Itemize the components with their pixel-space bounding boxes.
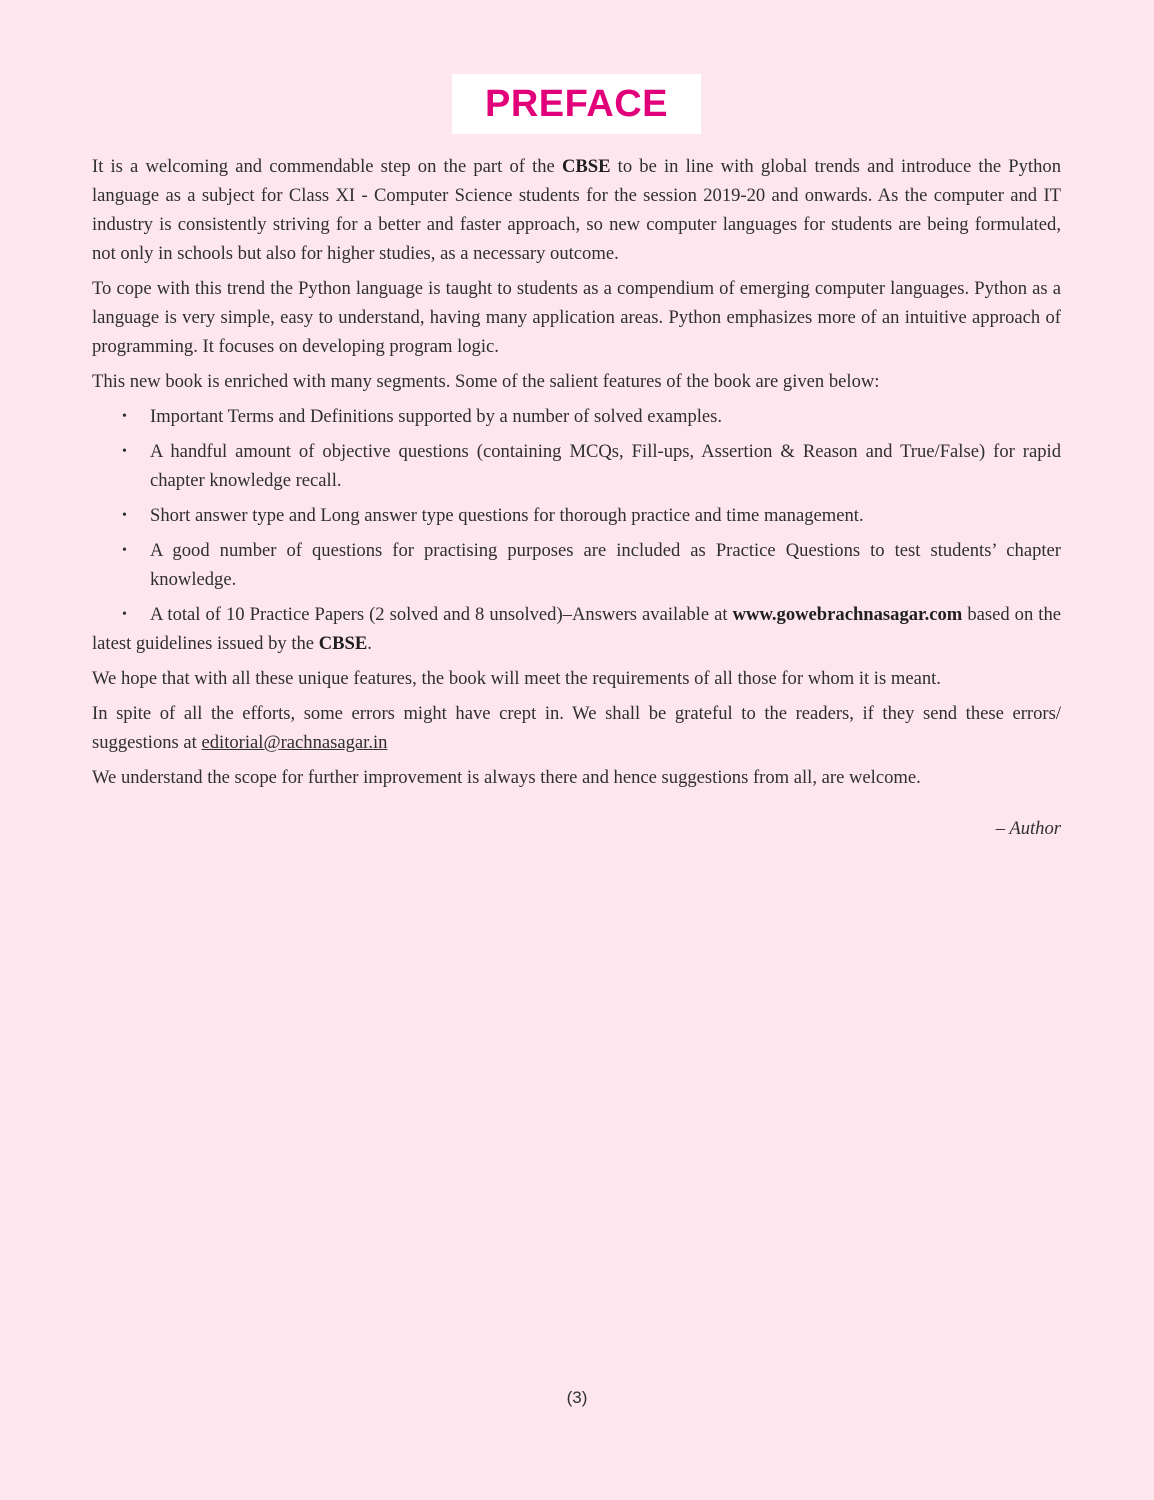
practice-papers-text: A total of 10 Practice Papers (2 solved and 8 unsolved)–Answers available at	[150, 604, 733, 625]
intro-text-start: It is a welcoming and commendable step on the part of the	[92, 156, 562, 177]
cbse-bold: CBSE	[561, 156, 611, 177]
feature-text: A handful amount of objective questions (containing MCQs, Fill-ups, Assertion & Reason and True/False) for rapid chapter knowledge recall.	[150, 441, 1061, 491]
preface-body	[92, 152, 1061, 843]
period-text: .	[367, 633, 372, 654]
paragraph-improvement: We understand the scope for further improvement is always there and hence suggestions from all, are welcome.	[92, 767, 921, 788]
list-item	[92, 501, 1061, 530]
title-box	[452, 74, 701, 134]
paragraph-trend: To cope with this trend the Python language is taught to students as a compendium of emerging computer languages. Python as a language is very simple, easy to understand, having many application areas. Python emphasizes more of an intuitive approach of programming. It focuses on developing program logic.	[92, 278, 1061, 357]
feature-text: Important Terms and Definitions supported by a number of solved examples.	[150, 406, 723, 427]
list-item	[92, 437, 1061, 495]
feature-text: Short answer type and Long answer type questions for thorough practice and time management.	[150, 505, 864, 526]
author-signature: – Author	[995, 818, 1061, 839]
list-item	[92, 402, 1061, 431]
paragraph-intro	[92, 152, 1061, 268]
bullet-icon: •	[122, 409, 127, 424]
website-link[interactable]: www.gowebrachnasagar.com	[732, 604, 963, 625]
list-item	[92, 600, 1061, 658]
cbse-bold: CBSE	[318, 633, 368, 654]
page-title: PREFACE	[485, 83, 668, 125]
paragraph-features-intro: This new book is enriched with many segments. Some of the salient features of the book are given below:	[92, 371, 880, 392]
page-number: (3)	[566, 1388, 588, 1407]
guidelines-text: based on the latest guidelines issued by the	[92, 604, 1061, 654]
bullet-icon: •	[122, 508, 127, 523]
intro-text-end: to be in line with global trends and introduce the Python language as a subject for Class XI - Computer Science students for the session 2019-20 and onwards. As the computer and IT industry is consistently striving for a better and faster approach, so new computer languages for students are being formulated, not only in schools but also for higher studies, as a necessary outcome.	[92, 156, 1061, 264]
bullet-icon: •	[122, 607, 127, 622]
list-item	[92, 536, 1061, 594]
bullet-icon: •	[122, 444, 127, 459]
bullet-icon: •	[122, 543, 127, 558]
features-list	[92, 402, 1061, 658]
errors-text: In spite of all the efforts, some errors might have crept in. We shall be grateful to the readers, if they send these errors/ suggestions at	[92, 703, 1061, 753]
feature-text: A good number of questions for practising purposes are included as Practice Questions to test students’ chapter knowledge.	[150, 540, 1061, 590]
paragraph-errors	[92, 699, 1061, 757]
paragraph-hope: We hope that with all these unique features, the book will meet the requirements of all those for whom it is meant.	[92, 668, 941, 689]
email-link[interactable]: editorial@rachnasagar.in	[201, 732, 388, 753]
